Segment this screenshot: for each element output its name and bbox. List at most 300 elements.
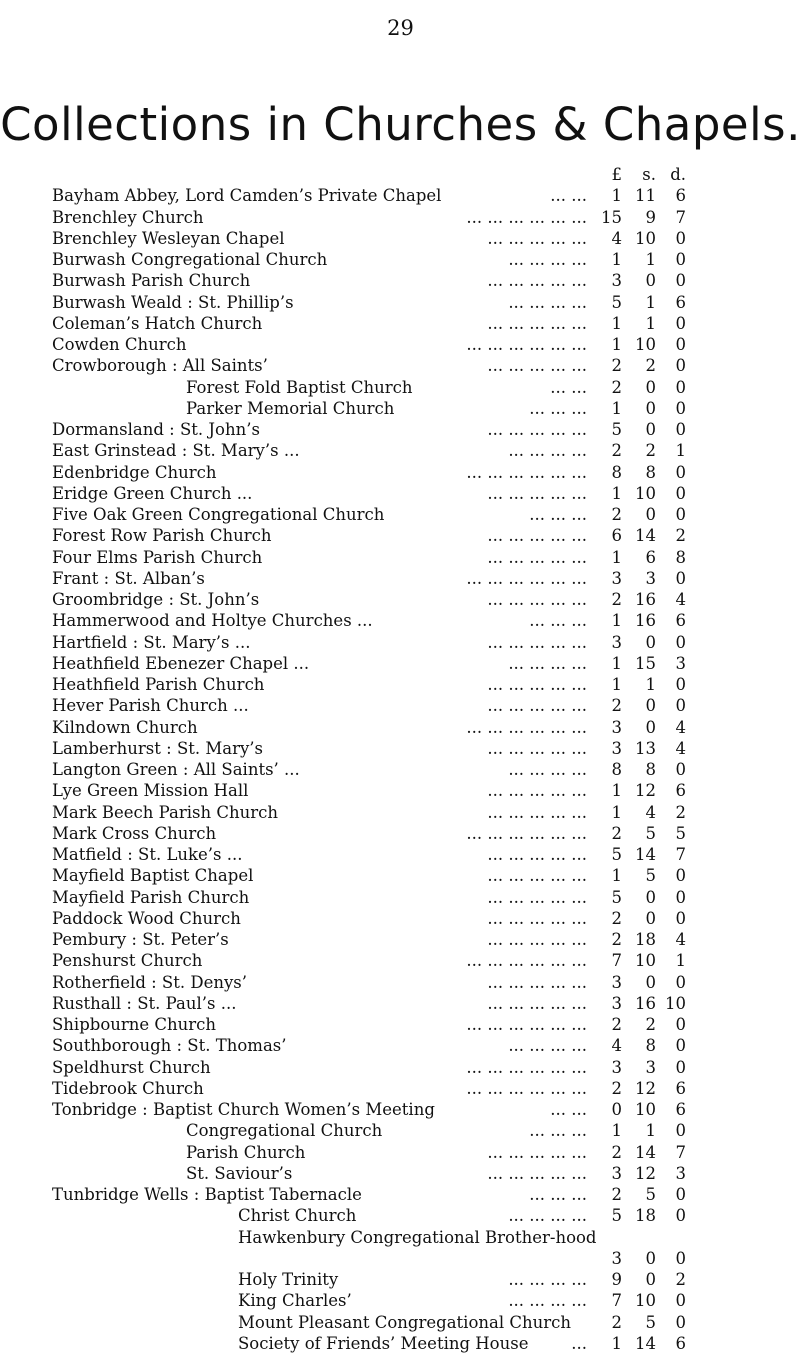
church-name-text: Parish Church	[186, 1142, 306, 1162]
church-name-text: Rotherfield : St. Denys’	[52, 972, 248, 992]
leader-dots: ... ... ... ... ... ...	[466, 568, 587, 588]
pounds-amount: 15	[601, 207, 622, 227]
leader-dots: ... ... ... ...	[508, 653, 587, 673]
list-item	[52, 589, 782, 610]
leader-dots: ... ... ... ...	[508, 760, 587, 779]
pence-amount: 0	[675, 908, 686, 928]
shillings-amount: 12	[635, 1163, 656, 1183]
pounds-amount: 8	[611, 462, 622, 482]
shillings-amount: 2	[645, 356, 656, 376]
leader-dots: ... ... ...	[529, 398, 587, 418]
pounds-amount: 1	[611, 547, 622, 567]
list-item	[52, 377, 782, 398]
leader-dots: ... ... ... ...	[508, 1291, 587, 1311]
shillings-amount: 0	[645, 398, 656, 418]
list-item	[52, 355, 782, 376]
list-item	[52, 610, 782, 631]
pence-amount: 0	[675, 887, 686, 907]
pounds-amount: 2	[611, 1142, 622, 1162]
pence-amount: 0	[675, 568, 686, 588]
church-name-text: Kilndown Church	[52, 717, 198, 737]
shillings-amount: 10	[635, 1291, 656, 1311]
leader-dots: ... ... ... ... ... ...	[466, 1078, 587, 1098]
church-name-text: Tidebrook Church	[52, 1078, 204, 1098]
pounds-amount: 2	[611, 823, 622, 843]
list-item	[52, 1312, 782, 1333]
church-name-text: Brenchley Church	[52, 207, 204, 227]
church-name-text: St. Saviour’s	[186, 1163, 293, 1183]
shillings-amount: 6	[645, 547, 656, 567]
pounds-amount: 5	[611, 887, 622, 907]
list-item	[52, 462, 782, 483]
leader-dots: ... ... ... ... ...	[487, 866, 587, 886]
pence-amount: 3	[675, 1163, 686, 1183]
pence-amount: 0	[675, 1248, 686, 1268]
pounds-amount: 1	[611, 1333, 622, 1353]
shillings-amount: 8	[645, 1036, 656, 1056]
church-name-text: Burwash Congregational Church	[52, 250, 328, 269]
list-item	[52, 334, 782, 355]
church-name-text: Eridge Green Church ...	[52, 483, 253, 503]
shillings-amount: 0	[645, 377, 656, 397]
shillings-amount: 13	[635, 738, 656, 758]
leader-dots: ... ... ... ... ...	[487, 972, 587, 992]
pounds-amount: 3	[611, 993, 622, 1013]
church-name-text: Dormansland : St. John’s	[52, 420, 260, 439]
pence-amount: 4	[675, 717, 686, 737]
list-item	[52, 398, 782, 419]
leader-dots: ... ... ... ... ...	[487, 313, 587, 333]
leader-dots: ... ... ... ... ... ...	[466, 951, 587, 971]
list-item	[52, 270, 782, 291]
shillings-amount: 0	[645, 972, 656, 992]
shillings-amount: 2	[645, 1015, 656, 1034]
pounds-amount: 1	[611, 313, 622, 333]
church-name-text: Speldhurst Church	[52, 1057, 211, 1077]
list-item	[52, 1269, 782, 1290]
leader-dots: ... ... ... ... ...	[487, 738, 587, 758]
leader-dots: ... ... ... ... ...	[487, 930, 587, 949]
shillings-amount: 0	[645, 717, 656, 737]
leader-dots: ... ... ... ...	[508, 1270, 587, 1289]
pounds-header: £	[611, 165, 622, 184]
shillings-amount: 11	[635, 186, 656, 206]
leader-dots: ... ... ... ... ...	[487, 483, 587, 503]
list-item	[52, 483, 782, 504]
list-item	[52, 865, 782, 886]
list-item	[52, 292, 782, 313]
list-item	[52, 1078, 782, 1099]
shillings-amount: 14	[635, 1142, 656, 1162]
shillings-amount: 0	[645, 505, 656, 524]
pence-amount: 0	[675, 1291, 686, 1311]
leader-dots: ... ... ... ... ... ...	[466, 717, 587, 737]
shillings-amount: 0	[645, 908, 656, 928]
pounds-amount: 3	[611, 1057, 622, 1077]
church-name-text: Paddock Wood Church	[52, 908, 241, 928]
shillings-amount: 10	[635, 1100, 656, 1119]
church-name	[52, 1227, 798, 1248]
pence-amount: 8	[675, 547, 686, 567]
pounds-amount: 1	[611, 1121, 622, 1141]
church-name-text: Edenbridge Church	[52, 462, 217, 482]
pounds-amount: 3	[611, 738, 622, 758]
shillings-amount: 15	[635, 653, 656, 673]
leader-dots: ... ...	[550, 1100, 587, 1119]
shillings-amount: 10	[635, 951, 656, 971]
shillings-amount: 1	[645, 250, 656, 269]
leader-dots: ... ... ... ... ...	[487, 590, 587, 609]
shillings-amount: 0	[645, 271, 656, 291]
pence-amount: 0	[675, 972, 686, 992]
church-name-text: Tonbridge : Baptist Church Women’s Meeting	[52, 1100, 435, 1119]
shillings-amount: 1	[645, 292, 656, 312]
list-item	[52, 504, 782, 525]
church-name-text: Four Elms Parish Church	[52, 547, 263, 567]
shillings-amount: 10	[635, 228, 656, 248]
pence-amount: 0	[675, 313, 686, 333]
church-name-text: Lamberhurst : St. Mary’s	[52, 738, 264, 758]
pence-amount: 7	[675, 207, 686, 227]
pence-amount: 0	[675, 462, 686, 482]
leader-dots: ... ... ...	[529, 611, 587, 631]
pounds-amount: 7	[611, 951, 622, 971]
pounds-amount: 1	[611, 866, 622, 886]
church-name-text: Congregational Church	[186, 1121, 383, 1141]
pence-amount: 0	[675, 250, 686, 269]
list-item	[52, 547, 782, 568]
list-item	[52, 419, 782, 440]
leader-dots: ... ... ... ... ...	[487, 993, 587, 1013]
shillings-amount: 10	[635, 483, 656, 503]
leader-dots: ... ... ... ... ...	[487, 632, 587, 652]
list-item	[52, 228, 782, 249]
pounds-amount: 9	[611, 1270, 622, 1289]
church-name-text: Rusthall : St. Paul’s ...	[52, 993, 237, 1013]
shillings-amount: 1	[645, 313, 656, 333]
pounds-amount: 2	[611, 696, 622, 716]
pence-amount: 6	[675, 1078, 686, 1098]
leader-dots: ...	[571, 1333, 587, 1353]
pounds-amount: 1	[611, 653, 622, 673]
leader-dots: ... ... ... ... ... ...	[466, 823, 587, 843]
pence-amount: 0	[675, 420, 686, 439]
list-item	[52, 1057, 782, 1078]
pence-amount: 0	[675, 632, 686, 652]
shillings-amount: 18	[635, 1206, 656, 1226]
pence-amount: 0	[675, 1312, 686, 1332]
pounds-amount: 3	[611, 568, 622, 588]
pounds-amount: 2	[611, 505, 622, 524]
pounds-amount: 2	[611, 930, 622, 949]
list-item	[52, 1014, 782, 1035]
pounds-amount: 1	[611, 186, 622, 206]
shillings-amount: 4	[645, 802, 656, 822]
list-item	[52, 1184, 782, 1205]
church-name-text: Pembury : St. Peter’s	[52, 930, 229, 949]
church-name-text: Southborough : St. Thomas’	[52, 1036, 287, 1056]
list-item	[52, 653, 782, 674]
pounds-amount: 0	[611, 1100, 622, 1119]
shillings-amount: 0	[645, 1248, 656, 1268]
pounds-amount: 3	[611, 632, 622, 652]
leader-dots: ... ... ... ... ...	[487, 526, 587, 546]
church-name-text: Five Oak Green Congregational Church	[52, 505, 385, 524]
list-item	[52, 802, 782, 823]
list-item	[52, 207, 782, 228]
column-headers	[52, 164, 782, 185]
pounds-amount: 2	[611, 908, 622, 928]
shillings-amount: 0	[645, 1270, 656, 1289]
leader-dots: ... ... ... ... ...	[487, 1142, 587, 1162]
church-name-text: Matfield : St. Luke’s ...	[52, 845, 243, 864]
church-name-text: Tunbridge Wells : Baptist Tabernacle	[52, 1185, 362, 1204]
shillings-amount: 1	[645, 675, 656, 694]
leader-dots: ... ... ... ... ...	[487, 908, 587, 928]
pence-amount: 0	[675, 1015, 686, 1034]
list-item	[52, 1163, 782, 1184]
shillings-amount: 16	[635, 993, 656, 1013]
page-title: Collections in Churches & Chapels.	[0, 98, 801, 151]
pence-amount: 0	[675, 1206, 686, 1226]
shillings-amount: 18	[635, 930, 656, 949]
shillings-header: s.	[642, 165, 656, 184]
shillings-amount: 0	[645, 420, 656, 439]
pounds-amount: 4	[611, 228, 622, 248]
pence-amount: 6	[675, 292, 686, 312]
pounds-amount: 2	[611, 441, 622, 461]
list-item	[52, 738, 782, 759]
leader-dots: ... ... ... ... ... ...	[466, 1015, 587, 1034]
shillings-amount: 9	[645, 207, 656, 227]
shillings-amount: 14	[635, 1333, 656, 1353]
list-item	[52, 972, 782, 993]
pounds-amount: 2	[611, 1312, 622, 1332]
pence-header: d.	[670, 165, 686, 184]
pence-amount: 1	[675, 951, 686, 971]
pence-amount: 6	[675, 1100, 686, 1119]
shillings-amount: 5	[645, 823, 656, 843]
pence-amount: 4	[675, 930, 686, 949]
pounds-amount: 1	[611, 675, 622, 694]
list-item	[52, 1099, 782, 1120]
pounds-amount: 3	[611, 717, 622, 737]
church-name-text: Cowden Church	[52, 335, 187, 354]
shillings-amount: 1	[645, 1121, 656, 1141]
pence-amount: 0	[675, 356, 686, 376]
list-item	[52, 1290, 782, 1311]
pence-amount: 6	[675, 781, 686, 801]
list-item	[52, 313, 782, 334]
list-item	[52, 908, 782, 929]
church-name-text: Penshurst Church	[52, 951, 203, 971]
pounds-amount: 7	[611, 1291, 622, 1311]
church-name-text: Christ Church	[238, 1206, 357, 1226]
list-item	[52, 929, 782, 950]
shillings-amount: 5	[645, 866, 656, 886]
leader-dots: ... ... ... ... ... ...	[466, 462, 587, 482]
pence-amount: 0	[675, 483, 686, 503]
list-item	[52, 695, 782, 716]
pence-amount: 2	[675, 1270, 686, 1289]
shillings-amount: 5	[645, 1185, 656, 1204]
pence-amount: 0	[675, 675, 686, 694]
pounds-amount: 4	[611, 1036, 622, 1056]
leader-dots: ... ... ...	[529, 505, 587, 524]
church-name-text: Forest Fold Baptist Church	[186, 377, 413, 397]
pence-amount: 0	[675, 398, 686, 418]
pounds-amount: 6	[611, 526, 622, 546]
leader-dots: ... ... ... ... ...	[487, 845, 587, 864]
church-name-text: Frant : St. Alban’s	[52, 568, 205, 588]
pounds-amount: 2	[611, 1015, 622, 1034]
leader-dots: ... ... ... ... ...	[487, 356, 587, 376]
list-item	[52, 632, 782, 653]
leader-dots: ... ... ... ...	[508, 250, 587, 269]
pounds-amount: 3	[611, 271, 622, 291]
pounds-amount: 2	[611, 1078, 622, 1098]
pence-amount: 0	[675, 866, 686, 886]
shillings-amount: 0	[645, 887, 656, 907]
pounds-amount: 1	[611, 483, 622, 503]
leader-dots: ... ... ... ... ...	[487, 271, 587, 291]
shillings-amount: 8	[645, 760, 656, 779]
list-item	[52, 717, 782, 738]
list-item	[52, 674, 782, 695]
pounds-amount: 1	[611, 781, 622, 801]
church-name-text: Groombridge : St. John’s	[52, 590, 260, 609]
list-item	[52, 823, 782, 844]
pounds-amount: 3	[611, 972, 622, 992]
pence-amount: 0	[675, 1185, 686, 1204]
leader-dots: ... ... ... ... ...	[487, 675, 587, 694]
church-name-text: Mark Cross Church	[52, 823, 217, 843]
pounds-amount: 1	[611, 335, 622, 354]
pence-amount: 4	[675, 738, 686, 758]
leader-dots: ... ... ... ... ...	[487, 1163, 587, 1183]
leader-dots: ... ...	[550, 186, 587, 206]
church-name-text: Hawkenbury Congregational Brother-hood	[238, 1227, 597, 1247]
leader-dots: ... ... ... ... ...	[487, 887, 587, 907]
list-item	[52, 440, 782, 461]
leader-dots: ... ... ... ... ... ...	[466, 1057, 587, 1077]
leader-dots: ... ... ... ...	[508, 292, 587, 312]
list-item	[52, 844, 782, 865]
list-item	[52, 759, 782, 780]
shillings-amount: 14	[635, 845, 656, 864]
pence-amount: 2	[675, 802, 686, 822]
pounds-amount: 1	[611, 611, 622, 631]
list-item	[52, 568, 782, 589]
church-name-text: Heathfield Ebenezer Chapel ...	[52, 653, 310, 673]
pounds-amount: 5	[611, 1206, 622, 1226]
list-item	[52, 993, 782, 1014]
church-name-text: Hartfield : St. Mary’s ...	[52, 632, 251, 652]
shillings-amount: 3	[645, 1057, 656, 1077]
list-item	[52, 1035, 782, 1056]
list-item	[52, 1205, 782, 1226]
pounds-amount: 3	[611, 1248, 622, 1268]
leader-dots: ... ... ... ... ... ...	[466, 335, 587, 354]
shillings-amount: 10	[635, 335, 656, 354]
church-name-text: Heathfield Parish Church	[52, 675, 265, 694]
pounds-amount: 8	[611, 760, 622, 779]
pence-amount: 5	[675, 823, 686, 843]
pence-amount: 1	[675, 441, 686, 461]
pounds-amount: 5	[611, 292, 622, 312]
pence-amount: 10	[665, 993, 686, 1013]
leader-dots: ... ... ... ... ... ...	[466, 207, 587, 227]
list-item	[52, 887, 782, 908]
shillings-amount: 12	[635, 1078, 656, 1098]
church-name-text: Shipbourne Church	[52, 1015, 217, 1034]
pounds-amount: 2	[611, 377, 622, 397]
church-name-text: Mount Pleasant Congregational Church	[238, 1312, 572, 1332]
leader-dots: ... ... ... ... ...	[487, 802, 587, 822]
shillings-amount: 12	[635, 781, 656, 801]
leader-dots: ... ... ... ... ...	[487, 228, 587, 248]
list-item	[52, 1333, 782, 1354]
leader-dots: ... ... ...	[529, 1185, 587, 1204]
church-name-text: Coleman’s Hatch Church	[52, 313, 263, 333]
pounds-amount: 2	[611, 356, 622, 376]
pence-amount: 0	[675, 505, 686, 524]
shillings-amount: 0	[645, 696, 656, 716]
pence-amount: 7	[675, 845, 686, 864]
leader-dots: ... ...	[550, 377, 587, 397]
list-item	[52, 525, 782, 546]
leader-dots: ... ... ... ... ...	[487, 420, 587, 439]
pence-amount: 0	[675, 271, 686, 291]
church-name-text: Holy Trinity	[238, 1270, 339, 1289]
list-item	[52, 1227, 782, 1270]
shillings-amount: 16	[635, 590, 656, 609]
church-name-text: Brenchley Wesleyan Chapel	[52, 228, 285, 248]
pence-amount: 2	[675, 526, 686, 546]
list-item	[52, 249, 782, 270]
pence-amount: 0	[675, 696, 686, 716]
church-name-text: East Grinstead : St. Mary’s ...	[52, 441, 300, 461]
church-name-text: Mark Beech Parish Church	[52, 802, 278, 822]
leader-dots: ... ... ... ...	[508, 1206, 587, 1226]
pence-amount: 0	[675, 1036, 686, 1056]
church-name-text: Crowborough : All Saints’	[52, 356, 268, 376]
church-name-text: Burwash Parish Church	[52, 271, 251, 291]
pence-amount: 0	[675, 1121, 686, 1141]
leader-dots: ... ... ... ... ...	[487, 781, 587, 801]
pounds-amount: 5	[611, 420, 622, 439]
church-name	[52, 1333, 798, 1354]
shillings-amount: 8	[645, 462, 656, 482]
pence-amount: 0	[675, 377, 686, 397]
leader-dots: ... ... ... ... ...	[487, 547, 587, 567]
pounds-amount: 3	[611, 1163, 622, 1183]
pence-amount: 6	[675, 186, 686, 206]
pence-amount: 3	[675, 653, 686, 673]
shillings-amount: 3	[645, 568, 656, 588]
church-name-text: Society of Friends’ Meeting House	[238, 1333, 529, 1353]
church-name-text: Mayfield Baptist Chapel	[52, 866, 254, 886]
pounds-amount: 1	[611, 250, 622, 269]
pounds-amount: 2	[611, 1185, 622, 1204]
church-name-text: Lye Green Mission Hall	[52, 781, 249, 801]
pounds-amount: 5	[611, 845, 622, 864]
pence-amount: 6	[675, 1333, 686, 1353]
church-name-text: Bayham Abbey, Lord Camden’s Private Chapel	[52, 186, 442, 206]
pence-amount: 6	[675, 611, 686, 631]
pence-amount: 0	[675, 228, 686, 248]
shillings-amount: 2	[645, 441, 656, 461]
